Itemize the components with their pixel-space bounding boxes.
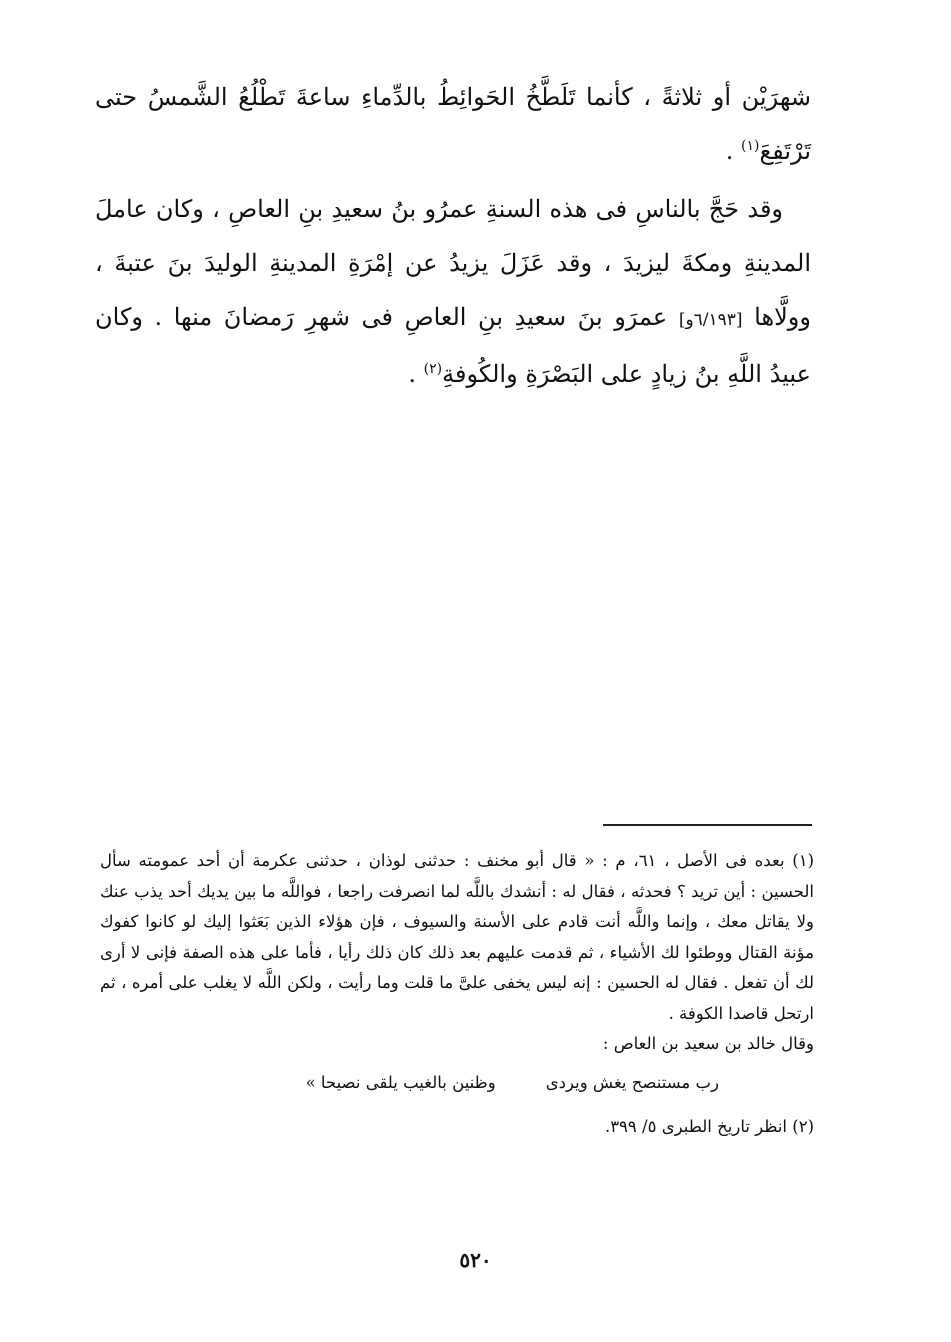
footnote-separator <box>603 824 812 826</box>
page-number: ٥٢٠ <box>459 1248 492 1272</box>
footnotes <box>100 846 814 1143</box>
paragraph-1-text: شهرَيْن أو ثلاثةً ، كأنما تَلَطَّخُ الحَوائِطُ بالدِّماءِ ساعةَ تَطْلُعُ الشَّمسُ حتى تَرْتَفِعَ <box>95 83 811 165</box>
footnote-1: (١) بعده فى الأصل ، ٦١، م : « قال أبو مخنف : حدثنى لوذان ، حدثنى عكرمة أن أحد عمومته سأل الحسين : أين تريد ؟ فحدثه ، فقال له : أنشدك باللَّه لما انصرفت راجعا ، فواللَّه ما بين يديك أحد يذب عنك ولا يقاتل معك ، وإنما واللَّه أنت قادم على الأسنة والسيوف ، فإن هؤلاء الذين بَعَثوا إليك لو كانوا كفوك مؤنة القتال ووطئوا لك الأشياء ، ثم قدمت عليهم بعد ذلك كان ذلك رأيا ، فأما على هذه الصفة فإنى لا أرى لك أن تفعل . فقال له الحسين : إنه ليس يخفى علىَّ ما قلت وما رأيت ، ولكن اللَّه لا يغلب على أمره ، ثم ارتحل قاصدا الكوفة . <box>100 851 814 1023</box>
paragraph-2-text-a: وقد حَجَّ بالناسِ فى هذه السنةِ عمرُو بنُ سعيدِ بنِ العاصِ ، وكان عاملَ المدينةِ ومكةَ ليزيدَ ، وقد عَزَلَ يزيدُ عن إمْرَةِ المدينةِ الوليدَ بنَ عتبةَ ، وولَّاها <box>95 195 811 331</box>
manuscript-folio-reference: [٦/١٩٣و] <box>678 310 743 330</box>
verse-first-hemistich: رب مستنصح يغش ويردى <box>545 1072 719 1092</box>
footnote-2: (٢) انظر تاريخ الطبرى ٥/ ٣٩٩. <box>604 1117 814 1136</box>
paragraph-1-end: . <box>725 137 742 165</box>
paragraph-2 <box>95 182 811 401</box>
main-text <box>95 70 811 401</box>
footnote-marker-1[interactable]: (١) <box>741 138 760 154</box>
paragraph-2-end: . <box>408 360 424 388</box>
verse-second-hemistich: وظنين بالغيب يلقى نصيحا » <box>305 1072 496 1092</box>
footnote-1-verse <box>100 1068 814 1099</box>
paragraph-2-text-b: عمرَو بنَ سعيدِ بنِ العاصِ فى شهرِ رَمضانَ منها . وكان عبيدُ اللَّهِ بنُ زيادٍ على البَصْرَةِ والكُوفةِ <box>95 303 811 388</box>
paragraph-1 <box>95 70 811 178</box>
footnote-1-verse-intro: وقال خالد بن سعيد بن العاص : <box>602 1034 814 1053</box>
footnote-marker-2[interactable]: (٢) <box>423 361 443 377</box>
